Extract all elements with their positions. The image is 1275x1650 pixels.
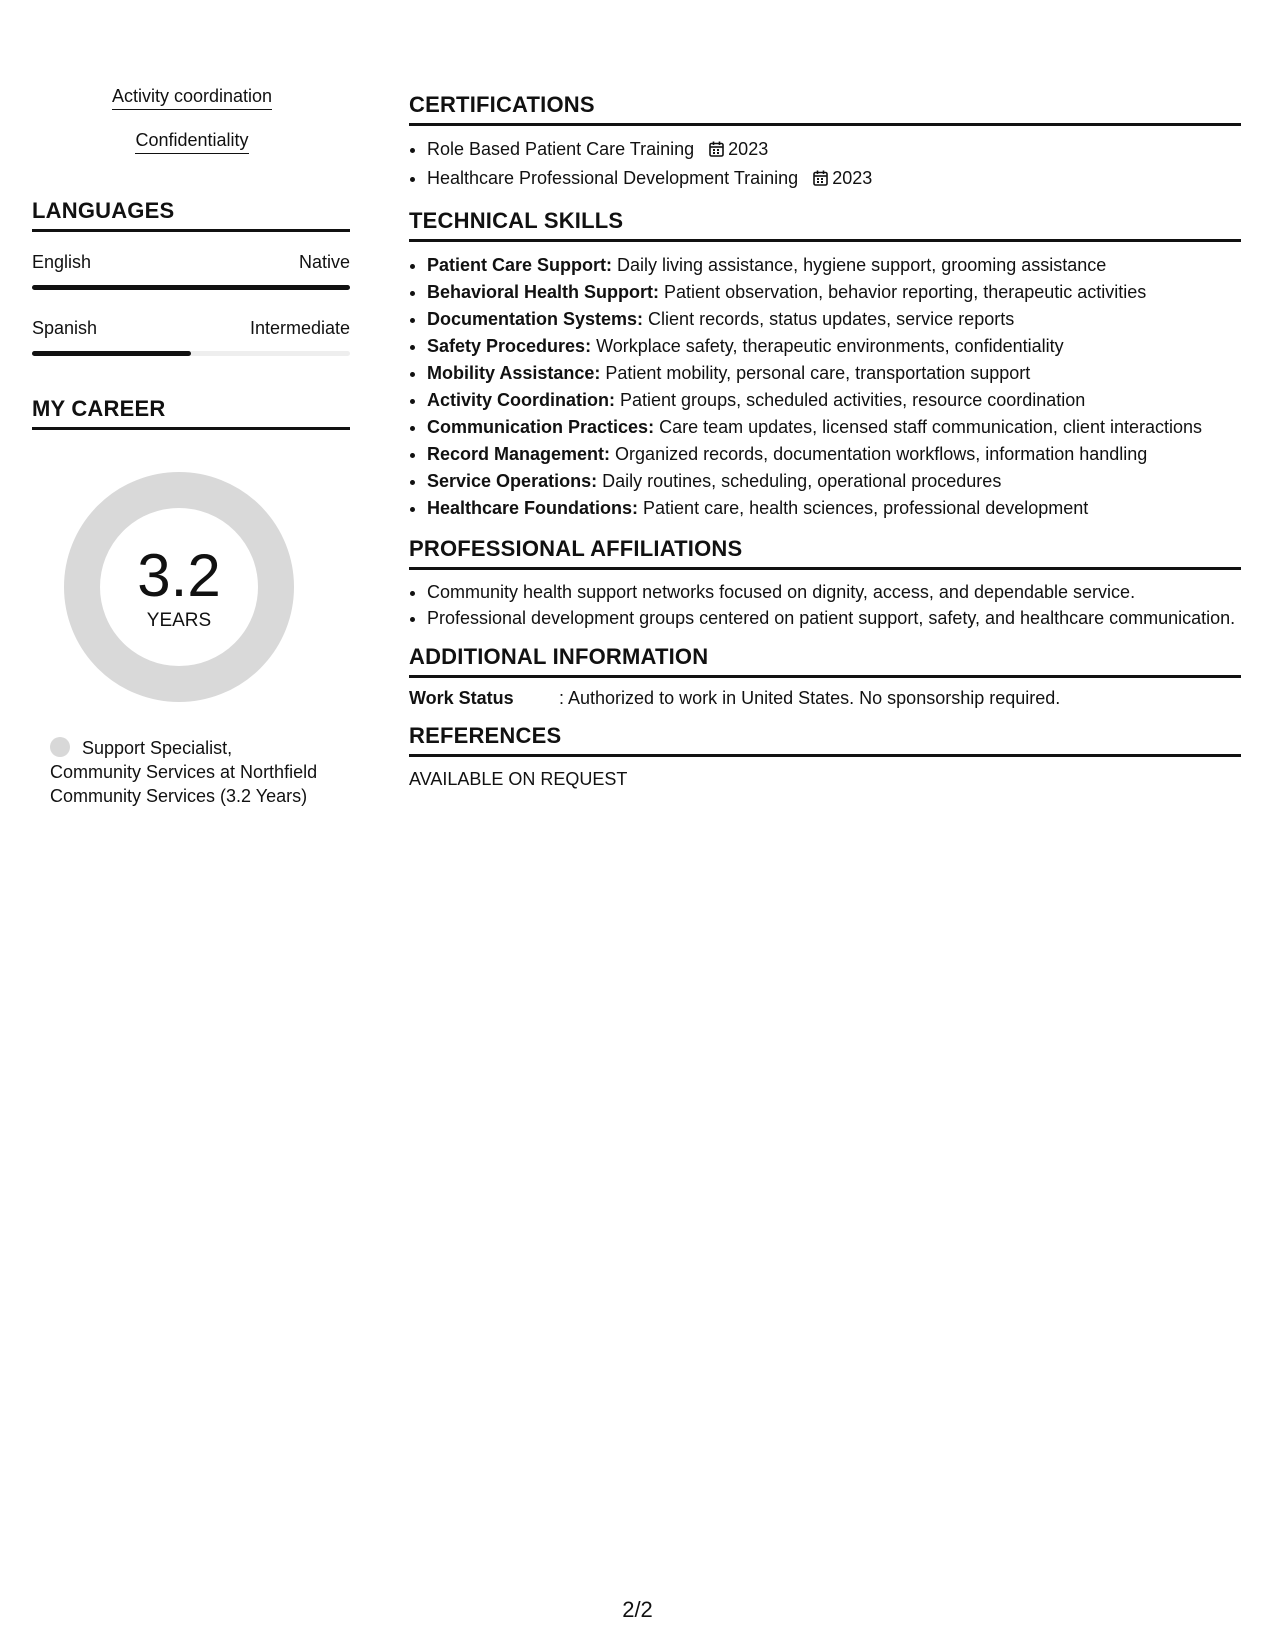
technical-skill-item: • Activity Coordination: Patient groups, scheduled activities, resource coordination xyxy=(427,387,1241,414)
affiliation-item: • Professional development groups centered on patient support, safety, and healthcare communication. xyxy=(427,606,1241,630)
language-bar xyxy=(32,351,350,356)
language-bar-fill xyxy=(32,351,191,356)
references-section xyxy=(409,723,1241,790)
skill-tag: Activity coordination xyxy=(112,86,272,110)
language-item xyxy=(32,252,350,290)
technical-skill-item: • Service Operations: Daily routines, scheduling, operational procedures xyxy=(427,468,1241,495)
career-title: MY CAREER xyxy=(32,396,350,430)
languages-title: LANGUAGES xyxy=(32,198,350,232)
calendar-icon xyxy=(813,167,828,194)
career-donut xyxy=(64,472,294,702)
work-status-label: Work Status xyxy=(409,688,514,708)
calendar-icon xyxy=(709,138,724,165)
certification-item xyxy=(427,165,1241,194)
career-total-value: 3.2 xyxy=(137,542,221,609)
technical-skill-item: • Communication Practices: Care team updates, licensed staff communication, client interactions xyxy=(427,414,1241,441)
technical-skills-title: TECHNICAL SKILLS xyxy=(409,208,1241,242)
right-column xyxy=(409,92,1241,804)
career-legend-dot xyxy=(50,737,70,757)
technical-skill-item: • Documentation Systems: Client records, status updates, service reports xyxy=(427,306,1241,333)
certification-year: 2023 xyxy=(728,139,769,159)
language-level: Intermediate xyxy=(249,318,350,338)
technical-skills-section xyxy=(409,208,1241,522)
skill-tags xyxy=(32,86,352,174)
additional-info-title: ADDITIONAL INFORMATION xyxy=(409,644,1241,678)
technical-skill-item: • Record Management: Organized records, documentation workflows, information handling xyxy=(427,441,1241,468)
affiliation-item: • Community health support networks focused on dignity, access, and dependable service. xyxy=(427,580,1241,604)
career-item-text: Support Specialist, Community Services at Northfield Community Services (3.2 Years) xyxy=(50,738,318,806)
language-item xyxy=(32,318,350,356)
career-section xyxy=(32,396,352,808)
technical-skill-item: • Behavioral Health Support: Patient observation, behavior reporting, therapeutic activities xyxy=(427,279,1241,306)
certification-name: Role Based Patient Care Training xyxy=(427,139,695,159)
page-number: 2/2 xyxy=(622,1597,653,1622)
language-bar-fill xyxy=(32,285,350,290)
technical-skill-item: • Patient Care Support: Daily living assistance, hygiene support, grooming assistance xyxy=(427,252,1241,279)
work-status-row xyxy=(409,688,1241,709)
certification-name: Healthcare Professional Development Training xyxy=(427,168,799,188)
certifications-section xyxy=(409,92,1241,194)
language-name: English xyxy=(32,252,92,272)
left-column xyxy=(32,86,352,808)
career-total-unit: YEARS xyxy=(146,610,212,631)
certification-item xyxy=(427,136,1241,165)
affiliations-section xyxy=(409,536,1241,630)
work-status-value: : Authorized to work in United States. No sponsorship required. xyxy=(559,688,1061,708)
languages-section xyxy=(32,198,352,356)
references-text: AVAILABLE ON REQUEST xyxy=(409,769,628,789)
language-name: Spanish xyxy=(32,318,98,338)
technical-skill-item: • Mobility Assistance: Patient mobility, personal care, transportation support xyxy=(427,360,1241,387)
technical-skill-item: • Safety Procedures: Workplace safety, therapeutic environments, confidentiality xyxy=(427,333,1241,360)
language-bar xyxy=(32,285,350,290)
certification-year: 2023 xyxy=(832,168,873,188)
skill-tag: Confidentiality xyxy=(135,130,248,154)
additional-info-section xyxy=(409,644,1241,709)
certifications-title: CERTIFICATIONS xyxy=(409,92,1241,126)
career-item xyxy=(50,736,320,808)
references-title: REFERENCES xyxy=(409,723,1241,757)
technical-skill-item: • Healthcare Foundations: Patient care, health sciences, professional development xyxy=(427,495,1241,522)
affiliations-title: PROFESSIONAL AFFILIATIONS xyxy=(409,536,1241,570)
language-level: Native xyxy=(298,252,350,272)
